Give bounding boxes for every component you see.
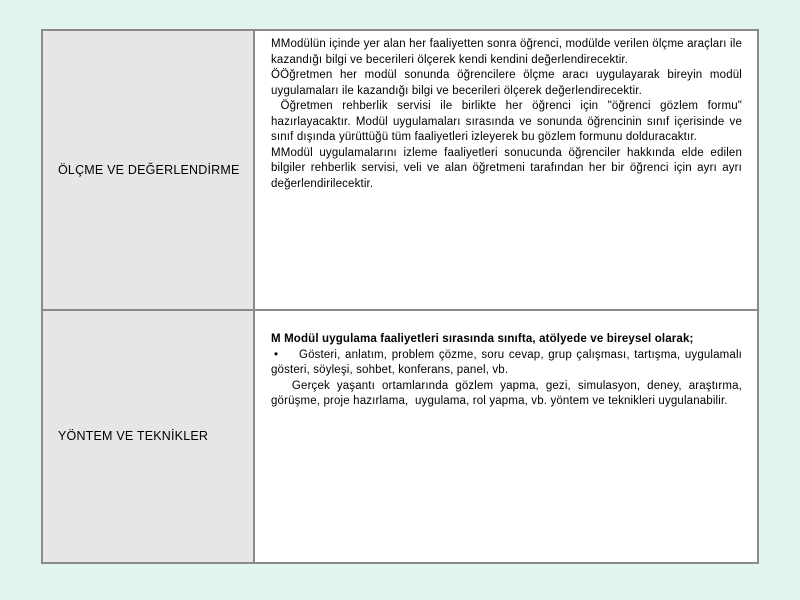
row-label: YÖNTEM VE TEKNİKLER <box>58 429 209 443</box>
content-paragraph: ÖÖğretmen her modül sonunda öğrencilere ölçme aracı uygulayarak bireyin modül uygulamaları ile kazandığı bilgi ve becerileri ölçerek değerlendirecektir. <box>271 69 742 97</box>
row-label-cell <box>43 311 255 562</box>
bullet-item <box>271 348 742 379</box>
content-paragraph: MModülün içinde yer alan her faaliyetten sonra öğrenci, modülde verilen ölçme araçları ile kazandığı bilgi ve becerileri ölçerek kendi kendini değerlendirecektir. <box>271 38 742 66</box>
table-row-yontem <box>43 311 757 562</box>
content-heading: M Modül uygulama faaliyetleri sırasında sınıfta, atölyede ve bireysel olarak; <box>271 333 694 345</box>
document-table <box>41 29 759 564</box>
row-label-cell <box>43 31 255 309</box>
row-content-cell <box>255 31 757 309</box>
row-label: ÖLÇME VE DEĞERLENDİRME <box>58 162 240 177</box>
content-paragraph: MModül uygulamalarını izleme faaliyetleri sonucunda öğrenciler hakkında elde edilen bilgiler rehberlik servisi, veli ve alan öğretmeni tarafından her bir öğrenci için ayrı ayrı değerlendirilecektir. <box>271 146 742 190</box>
content-paragraph: Gerçek yaşantı ortamlarında gözlem yapma, gezi, simulasyon, deney, araştırma, görüşme, proje hazırlama, uygulama, rol yapma, vb. yöntem ve teknikleri uygulanabilir. <box>271 379 746 407</box>
bullet-icon: • <box>274 348 279 361</box>
bullet-text: Gösteri, anlatım, problem çözme, soru cevap, grup çalışması, tartışma, uygulamalı gösteri, söyleşi, sohbet, konferans, panel, vb. <box>271 348 742 376</box>
content-paragraph: Öğretmen rehberlik servisi ile birlikte her öğrenci için "öğrenci gözlem formu" hazırlayacaktır. Modül uygulamaları sırasında ve sonunda öğrencinin sınıf içerisinde ve sınıf dışında yürüttüğü tüm faaliyetleri izleyerek bu gözlem formunu dolduracaktır. <box>271 100 746 143</box>
table-row-olcme <box>43 31 757 311</box>
row-content-cell <box>255 311 757 562</box>
